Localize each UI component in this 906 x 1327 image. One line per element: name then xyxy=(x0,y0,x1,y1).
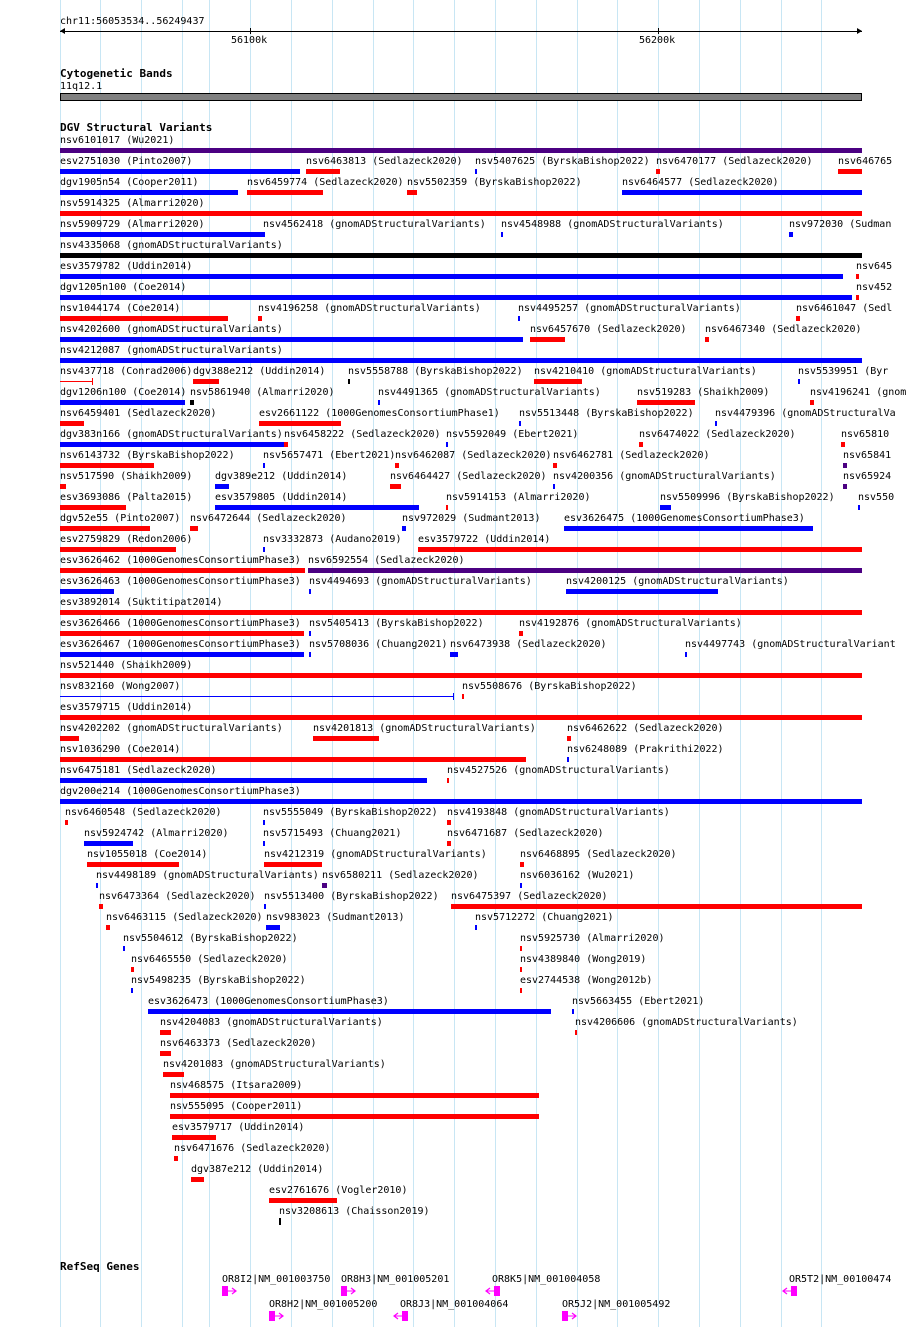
variant-bar[interactable] xyxy=(160,1030,171,1035)
variant-bar[interactable] xyxy=(263,547,265,552)
variant-label[interactable]: nsv4497743 (gnomADStructuralVariant xyxy=(685,639,896,650)
variant-bar[interactable] xyxy=(656,169,660,174)
variant-bar[interactable] xyxy=(810,400,814,405)
variant-bar[interactable] xyxy=(447,820,451,825)
gene-label[interactable]: OR8H3|NM_001005201 xyxy=(341,1274,450,1285)
variant-bar[interactable] xyxy=(60,337,523,342)
variant-bar[interactable] xyxy=(447,841,451,846)
variant-label[interactable]: nsv5513400 (ByrskaBishop2022) xyxy=(264,891,439,902)
variant-bar[interactable] xyxy=(520,883,522,888)
variant-bar[interactable] xyxy=(60,463,154,468)
variant-label[interactable]: dgv389e212 (Uddin2014) xyxy=(215,471,348,482)
variant-label[interactable]: dgv1206n100 (Coe2014) xyxy=(60,387,187,398)
variant-label[interactable]: nsv6463813 (Sedlazeck2020) xyxy=(306,156,463,167)
variant-label[interactable]: nsv645 xyxy=(856,261,893,272)
variant-bar[interactable] xyxy=(60,169,300,174)
variant-label[interactable]: nsv5502359 (ByrskaBishop2022) xyxy=(407,177,582,188)
variant-label[interactable]: esv3579715 (Uddin2014) xyxy=(60,702,193,713)
variant-bar[interactable] xyxy=(553,463,557,468)
variant-label[interactable]: nsv6467340 (Sedlazeck2020) xyxy=(705,324,862,335)
variant-label[interactable]: nsv550 xyxy=(858,492,895,503)
variant-label[interactable]: nsv5405413 (ByrskaBishop2022) xyxy=(309,618,484,629)
variant-label[interactable]: esv2751030 (Pinto2007) xyxy=(60,156,193,167)
gene-label[interactable]: OR8I2|NM_001003750 xyxy=(222,1274,331,1285)
variant-bar[interactable] xyxy=(247,190,323,195)
variant-label[interactable]: nsv468575 (Itsara2009) xyxy=(170,1080,303,1091)
variant-label[interactable]: nsv6458222 (Sedlazeck2020) xyxy=(284,429,441,440)
variant-bar[interactable] xyxy=(106,925,110,930)
variant-bar[interactable] xyxy=(553,484,555,489)
variant-bar[interactable] xyxy=(519,631,523,636)
variant-label[interactable]: nsv4204083 (gnomADStructuralVariants) xyxy=(160,1017,383,1028)
variant-label[interactable]: nsv5498235 (ByrskaBishop2022) xyxy=(131,975,306,986)
variant-label[interactable]: nsv4200356 (gnomADStructuralVariants) xyxy=(553,471,776,482)
variant-bar[interactable] xyxy=(520,988,522,993)
variant-label[interactable]: esv3579717 (Uddin2014) xyxy=(172,1122,305,1133)
variant-label[interactable]: nsv555095 (Cooper2011) xyxy=(170,1101,303,1112)
variant-bar[interactable] xyxy=(530,337,565,342)
gene-label[interactable]: OR8H2|NM_001005200 xyxy=(269,1299,378,1310)
variant-label[interactable]: nsv5909729 (Almarri2020) xyxy=(60,219,205,230)
variant-label[interactable]: nsv6472644 (Sedlazeck2020) xyxy=(190,513,347,524)
variant-bar[interactable] xyxy=(447,778,449,783)
variant-bar[interactable] xyxy=(462,694,464,699)
variant-label[interactable]: nsv6459401 (Sedlazeck2020) xyxy=(60,408,217,419)
gene-forward-arrow-icon[interactable] xyxy=(562,1311,578,1321)
variant-label[interactable]: nsv517590 (Shaikh2009) xyxy=(60,471,193,482)
variant-bar[interactable] xyxy=(84,841,133,846)
variant-bar[interactable] xyxy=(131,988,133,993)
variant-label[interactable]: nsv4527526 (gnomADStructuralVariants) xyxy=(447,765,670,776)
variant-bar[interactable] xyxy=(348,379,350,384)
variant-bar[interactable] xyxy=(639,442,643,447)
variant-label[interactable]: dgv200e214 (1000GenomesConsortiumPhase3) xyxy=(60,786,301,797)
variant-bar[interactable] xyxy=(215,505,419,510)
variant-label[interactable]: nsv5715493 (Chuang2021) xyxy=(263,828,402,839)
variant-label[interactable]: nsv65810 xyxy=(841,429,890,440)
ruler-left-arrow-icon[interactable] xyxy=(60,28,65,34)
variant-label[interactable]: nsv6475181 (Sedlazeck2020) xyxy=(60,765,217,776)
ruler-tick xyxy=(250,28,251,34)
variant-label[interactable]: dgv383n166 (gnomADStructuralVariants) xyxy=(60,429,283,440)
variant-label[interactable]: nsv4494693 (gnomADStructuralVariants) xyxy=(309,576,532,587)
variant-label[interactable]: nsv6248089 (Prakrithi2022) xyxy=(567,744,724,755)
variant-bar[interactable] xyxy=(266,925,280,930)
variant-label[interactable]: nsv437718 (Conrad2006) xyxy=(60,366,193,377)
variant-bar[interactable] xyxy=(60,381,92,382)
variant-bar[interactable] xyxy=(60,505,126,510)
variant-label[interactable]: nsv1036290 (Coe2014) xyxy=(60,744,181,755)
variant-label[interactable]: esv2661122 (1000GenomesConsortiumPhase1) xyxy=(259,408,500,419)
variant-label[interactable]: nsv3208613 (Chaisson2019) xyxy=(279,1206,430,1217)
variant-bar[interactable] xyxy=(190,526,198,531)
variant-label[interactable]: nsv6464577 (Sedlazeck2020) xyxy=(622,177,779,188)
variant-bar[interactable] xyxy=(308,568,862,573)
variant-bar[interactable] xyxy=(309,589,311,594)
variant-bar[interactable] xyxy=(519,421,521,426)
cytobands-track-title[interactable]: Cytogenetic Bands xyxy=(60,67,173,80)
variant-label[interactable]: nsv646765 xyxy=(838,156,893,167)
variant-label[interactable]: nsv6101017 (Wu2021) xyxy=(60,135,175,146)
variant-bar[interactable] xyxy=(858,505,860,510)
variant-label[interactable]: dgv388e212 (Uddin2014) xyxy=(193,366,326,377)
variant-bar[interactable] xyxy=(446,442,448,447)
variant-label[interactable]: dgv52e55 (Pinto2007) xyxy=(60,513,181,524)
variant-bar[interactable] xyxy=(87,862,179,867)
variant-label[interactable]: nsv4495257 (gnomADStructuralVariants) xyxy=(518,303,741,314)
variant-label[interactable]: nsv4196241 (gnom xyxy=(810,387,906,398)
variant-bar[interactable] xyxy=(215,484,229,489)
variant-bar[interactable] xyxy=(390,484,401,489)
variant-label[interactable]: nsv6475397 (Sedlazeck2020) xyxy=(451,891,608,902)
variant-label[interactable]: nsv4202202 (gnomADStructuralVariants) xyxy=(60,723,283,734)
variant-bar[interactable] xyxy=(193,379,219,384)
variant-label[interactable]: nsv5407625 (ByrskaBishop2022) xyxy=(475,156,650,167)
variant-bar[interactable] xyxy=(856,274,859,279)
variant-bar[interactable] xyxy=(60,652,304,657)
variant-bar[interactable] xyxy=(60,547,176,552)
variant-bar[interactable] xyxy=(796,316,800,321)
variant-bar[interactable] xyxy=(131,967,134,972)
variant-bar[interactable] xyxy=(572,1009,574,1014)
variant-bar[interactable] xyxy=(264,904,266,909)
variant-label[interactable]: esv2761676 (Vogler2010) xyxy=(269,1185,408,1196)
variant-bar[interactable] xyxy=(60,358,862,363)
refseq-track-title[interactable]: RefSeq Genes xyxy=(60,1260,140,1273)
variant-bar[interactable] xyxy=(163,1072,184,1077)
variant-bar[interactable] xyxy=(843,463,847,468)
variant-bar[interactable] xyxy=(518,316,520,321)
variant-bar[interactable] xyxy=(309,652,311,657)
variant-label[interactable]: nsv6143732 (ByrskaBishop2022) xyxy=(60,450,235,461)
variant-label[interactable]: nsv5924742 (Almarri2020) xyxy=(84,828,229,839)
variant-bar[interactable] xyxy=(60,442,284,447)
gene-label[interactable]: OR8K5|NM_001004058 xyxy=(492,1274,601,1285)
variant-bar-end xyxy=(453,693,454,700)
variant-label[interactable]: nsv6460548 (Sedlazeck2020) xyxy=(65,807,222,818)
variant-bar[interactable] xyxy=(715,421,717,426)
variant-bar-end xyxy=(92,378,93,385)
variant-bar[interactable] xyxy=(148,1009,551,1014)
variant-label[interactable]: nsv6457670 (Sedlazeck2020) xyxy=(530,324,687,335)
variant-bar[interactable] xyxy=(838,169,862,174)
variant-bar[interactable] xyxy=(534,379,582,384)
variant-bar[interactable] xyxy=(264,862,322,867)
variant-label[interactable]: dgv1205n100 (Coe2014) xyxy=(60,282,187,293)
variant-label[interactable]: nsv4201813 (gnomADStructuralVariants) xyxy=(313,723,536,734)
variant-bar[interactable] xyxy=(60,799,862,804)
variant-bar[interactable] xyxy=(263,841,265,846)
variant-bar[interactable] xyxy=(395,463,399,468)
variant-label[interactable]: nsv4335068 (gnomADStructuralVariants) xyxy=(60,240,283,251)
variant-label[interactable]: nsv4212319 (gnomADStructuralVariants) xyxy=(264,849,487,860)
variant-bar[interactable] xyxy=(60,715,862,720)
variant-label[interactable]: nsv6473364 (Sedlazeck2020) xyxy=(99,891,256,902)
variant-bar[interactable] xyxy=(60,757,526,762)
variant-label[interactable]: nsv6580211 (Sedlazeck2020) xyxy=(322,870,479,881)
ruler-tick-label: 56100k xyxy=(231,35,268,46)
variant-bar[interactable] xyxy=(566,589,718,594)
variant-label[interactable]: nsv6463115 (Sedlazeck2020) xyxy=(106,912,263,923)
variant-label[interactable]: nsv5712272 (Chuang2021) xyxy=(475,912,614,923)
variant-bar[interactable] xyxy=(60,778,427,783)
variant-bar[interactable] xyxy=(60,232,264,237)
variant-label[interactable]: nsv5708036 (Chuang2021) xyxy=(309,639,448,650)
variant-label[interactable]: nsv5508676 (ByrskaBishop2022) xyxy=(462,681,637,692)
cytoband-bar[interactable] xyxy=(60,93,862,101)
variant-label[interactable]: nsv5555049 (ByrskaBishop2022) xyxy=(263,807,438,818)
variant-label[interactable]: nsv5539951 (Byr xyxy=(798,366,889,377)
variant-bar[interactable] xyxy=(501,232,503,237)
variant-label[interactable]: nsv5513448 (ByrskaBishop2022) xyxy=(519,408,694,419)
variant-label[interactable]: nsv4212087 (gnomADStructuralVariants) xyxy=(60,345,283,356)
variant-bar[interactable] xyxy=(475,169,477,174)
variant-bar[interactable] xyxy=(60,568,305,573)
variant-label[interactable]: nsv4389840 (Wong2019) xyxy=(520,954,647,965)
variant-bar[interactable] xyxy=(322,883,327,888)
variant-label[interactable]: nsv5925730 (Almarri2020) xyxy=(520,933,665,944)
gene-label[interactable]: OR5T2|NM_00100474 xyxy=(789,1274,892,1285)
variant-label[interactable]: esv3626466 (1000GenomesConsortiumPhase3) xyxy=(60,618,301,629)
variant-label[interactable]: nsv6036162 (Wu2021) xyxy=(520,870,635,881)
variant-label[interactable]: nsv4193848 (gnomADStructuralVariants) xyxy=(447,807,670,818)
ruler-right-arrow-icon[interactable] xyxy=(857,28,862,34)
variant-bar[interactable] xyxy=(170,1114,539,1119)
variant-bar[interactable] xyxy=(279,1218,281,1225)
variant-label[interactable]: nsv4210410 (gnomADStructuralVariants) xyxy=(534,366,757,377)
variant-bar[interactable] xyxy=(60,253,862,258)
variant-bar[interactable] xyxy=(258,316,262,321)
variant-label[interactable]: nsv4196258 (gnomADStructuralVariants) xyxy=(258,303,481,314)
variant-label[interactable]: nsv6464427 (Sedlazeck2020) xyxy=(390,471,547,482)
variant-bar[interactable] xyxy=(309,631,311,636)
variant-bar[interactable] xyxy=(60,274,843,279)
variant-label[interactable]: nsv4192876 (gnomADStructuralVariants) xyxy=(519,618,742,629)
ruler-line xyxy=(60,31,862,32)
variant-bar[interactable] xyxy=(60,295,852,300)
variant-label[interactable]: esv3579782 (Uddin2014) xyxy=(60,261,193,272)
variant-bar[interactable] xyxy=(451,904,862,909)
gene-label[interactable]: OR8J3|NM_001004064 xyxy=(400,1299,509,1310)
variant-label[interactable]: nsv6461047 (Sedl xyxy=(796,303,893,314)
variant-label[interactable]: nsv4498189 (gnomADStructuralVariants) xyxy=(96,870,319,881)
variant-bar[interactable] xyxy=(575,1030,577,1035)
variant-label[interactable]: nsv4202600 (gnomADStructuralVariants) xyxy=(60,324,283,335)
variant-label[interactable]: nsv1055018 (Coe2014) xyxy=(87,849,208,860)
variant-label[interactable]: nsv6462781 (Sedlazeck2020) xyxy=(553,450,710,461)
variant-bar[interactable] xyxy=(520,862,524,867)
gene-label[interactable]: OR5J2|NM_001005492 xyxy=(562,1299,671,1310)
variant-label[interactable]: esv3579722 (Uddin2014) xyxy=(418,534,551,545)
variant-bar[interactable] xyxy=(60,589,114,594)
variant-label[interactable]: nsv5657471 (Ebert2021) xyxy=(263,450,396,461)
variant-bar[interactable] xyxy=(637,400,695,405)
variant-label[interactable]: dgv1905n54 (Cooper2011) xyxy=(60,177,199,188)
variant-label[interactable]: nsv6471687 (Sedlazeck2020) xyxy=(447,828,604,839)
variant-bar[interactable] xyxy=(60,400,185,405)
variant-bar[interactable] xyxy=(520,967,522,972)
variant-bar[interactable] xyxy=(269,1198,337,1203)
variant-bar[interactable] xyxy=(60,526,150,531)
variant-bar[interactable] xyxy=(450,652,458,657)
variant-label[interactable]: nsv5663455 (Ebert2021) xyxy=(572,996,705,1007)
variant-label[interactable]: nsv519283 (Shaikh2009) xyxy=(637,387,770,398)
variant-bar[interactable] xyxy=(660,505,671,510)
variant-label[interactable]: nsv4562418 (gnomADStructuralVariants) xyxy=(263,219,486,230)
variant-label[interactable]: nsv6474022 (Sedlazeck2020) xyxy=(639,429,796,440)
variant-bar[interactable] xyxy=(60,610,862,615)
variant-bar[interactable] xyxy=(378,400,380,405)
gene-forward-arrow-icon[interactable] xyxy=(269,1311,285,1321)
variant-label[interactable]: esv3626467 (1000GenomesConsortiumPhase3) xyxy=(60,639,301,650)
variant-bar[interactable] xyxy=(418,547,862,552)
variant-label[interactable]: nsv5558788 (ByrskaBishop2022) xyxy=(348,366,523,377)
variant-label[interactable]: esv3626475 (1000GenomesConsortiumPhase3) xyxy=(564,513,805,524)
variant-bar[interactable] xyxy=(567,757,569,762)
variant-label[interactable]: nsv6459774 (Sedlazeck2020) xyxy=(247,177,404,188)
variant-label[interactable]: nsv5914153 (Almarri2020) xyxy=(446,492,591,503)
variant-label[interactable]: nsv452 xyxy=(856,282,893,293)
variant-label[interactable]: nsv6592554 (Sedlazeck2020) xyxy=(308,555,465,566)
variant-bar[interactable] xyxy=(60,631,304,636)
variant-label[interactable]: nsv6471676 (Sedlazeck2020) xyxy=(174,1143,331,1154)
variant-bar[interactable] xyxy=(564,526,813,531)
variant-label[interactable]: nsv1044174 (Coe2014) xyxy=(60,303,181,314)
variant-label[interactable]: esv3579805 (Uddin2014) xyxy=(215,492,348,503)
variant-label[interactable]: nsv6473938 (Sedlazeck2020) xyxy=(450,639,607,650)
variant-label[interactable]: nsv983023 (Sudmant2013) xyxy=(266,912,405,923)
variant-label[interactable]: nsv4491365 (gnomADStructuralVariants) xyxy=(378,387,601,398)
variant-label[interactable]: nsv65841 xyxy=(843,450,892,461)
variant-bar[interactable] xyxy=(60,673,862,678)
variant-bar[interactable] xyxy=(60,148,862,153)
variant-label[interactable]: esv2759829 (Redon2006) xyxy=(60,534,193,545)
ruler-tick xyxy=(658,28,659,34)
variant-bar[interactable] xyxy=(446,505,448,510)
variant-label[interactable]: nsv4548988 (gnomADStructuralVariants) xyxy=(501,219,724,230)
gene-forward-arrow-icon[interactable] xyxy=(341,1286,357,1296)
variant-bar[interactable] xyxy=(190,400,194,405)
variant-label[interactable]: nsv65924 xyxy=(843,471,892,482)
variant-bar[interactable] xyxy=(856,295,859,300)
dgv-track-title[interactable]: DGV Structural Variants xyxy=(60,121,213,134)
variant-bar[interactable] xyxy=(798,379,800,384)
variant-bar[interactable] xyxy=(263,820,265,825)
variant-label[interactable]: nsv5592049 (Ebert2021) xyxy=(446,429,579,440)
variant-bar[interactable] xyxy=(96,883,98,888)
variant-bar[interactable] xyxy=(60,736,79,741)
variant-bar[interactable] xyxy=(60,696,453,697)
variant-label[interactable]: esv3693086 (Palta2015) xyxy=(60,492,193,503)
variant-bar[interactable] xyxy=(60,190,238,195)
variant-bar[interactable] xyxy=(313,736,379,741)
variant-label[interactable]: nsv4479396 (gnomADStructuralVa xyxy=(715,408,896,419)
variant-bar[interactable] xyxy=(789,232,793,237)
variant-bar[interactable] xyxy=(475,925,477,930)
cytoband-label: 11q12.1 xyxy=(60,81,103,92)
variant-label[interactable]: nsv6462087 (Sedlazeck2020) xyxy=(395,450,552,461)
variant-label[interactable]: nsv6468895 (Sedlazeck2020) xyxy=(520,849,677,860)
variant-label[interactable]: nsv4200125 (gnomADStructuralVariants) xyxy=(566,576,789,587)
gene-forward-arrow-icon[interactable] xyxy=(222,1286,238,1296)
variant-label[interactable]: nsv6462622 (Sedlazeck2020) xyxy=(567,723,724,734)
variant-label[interactable]: nsv5861940 (Almarri2020) xyxy=(190,387,335,398)
gene-reverse-arrow-icon[interactable] xyxy=(393,1311,409,1321)
variant-bar[interactable] xyxy=(705,337,709,342)
variant-label[interactable]: nsv3332873 (Audano2019) xyxy=(263,534,402,545)
variant-bar[interactable] xyxy=(284,442,288,447)
variant-bar[interactable] xyxy=(99,904,103,909)
variant-label[interactable]: nsv972029 (Sudmant2013) xyxy=(402,513,541,524)
ruler-tick-label: 56200k xyxy=(639,35,676,46)
variant-bar[interactable] xyxy=(622,190,862,195)
variant-label[interactable]: nsv832160 (Wong2007) xyxy=(60,681,181,692)
variant-bar[interactable] xyxy=(60,316,228,321)
variant-label[interactable]: nsv521440 (Shaikh2009) xyxy=(60,660,193,671)
variant-bar[interactable] xyxy=(172,1135,216,1140)
variant-bar[interactable] xyxy=(263,232,265,237)
ruler-range: chr11:56053534..56249437 xyxy=(60,16,205,27)
variant-label[interactable]: nsv5504612 (ByrskaBishop2022) xyxy=(123,933,298,944)
variant-label[interactable]: dgv387e212 (Uddin2014) xyxy=(191,1164,324,1175)
variant-label[interactable]: nsv5914325 (Almarri2020) xyxy=(60,198,205,209)
variant-bar[interactable] xyxy=(306,169,340,174)
variant-bar[interactable] xyxy=(60,211,862,216)
variant-bar[interactable] xyxy=(520,946,522,951)
variant-label[interactable]: nsv972030 (Sudman xyxy=(789,219,892,230)
variant-bar[interactable] xyxy=(843,484,847,489)
variant-label[interactable]: nsv4206606 (gnomADStructuralVariants) xyxy=(575,1017,798,1028)
variant-label[interactable]: nsv6465550 (Sedlazeck2020) xyxy=(131,954,288,965)
variant-bar[interactable] xyxy=(191,1177,204,1182)
variant-label[interactable]: esv3626462 (1000GenomesConsortiumPhase3) xyxy=(60,555,301,566)
variant-label[interactable]: esv3892014 (Suktitipat2014) xyxy=(60,597,223,608)
variant-bar[interactable] xyxy=(263,463,265,468)
variant-bar[interactable] xyxy=(123,946,125,951)
variant-bar[interactable] xyxy=(567,736,571,741)
variant-bar[interactable] xyxy=(407,190,417,195)
variant-bar[interactable] xyxy=(60,421,84,426)
variant-bar[interactable] xyxy=(170,1093,539,1098)
variant-label[interactable]: nsv4201083 (gnomADStructuralVariants) xyxy=(163,1059,386,1070)
variant-label[interactable]: esv2744538 (Wong2012b) xyxy=(520,975,653,986)
variant-bar[interactable] xyxy=(685,652,687,657)
variant-bar[interactable] xyxy=(841,442,845,447)
variant-bar[interactable] xyxy=(259,421,341,426)
variant-label[interactable]: nsv6470177 (Sedlazeck2020) xyxy=(656,156,813,167)
variant-bar[interactable] xyxy=(160,1051,171,1056)
variant-bar[interactable] xyxy=(60,484,66,489)
gene-reverse-arrow-icon[interactable] xyxy=(782,1286,798,1296)
variant-label[interactable]: esv3626473 (1000GenomesConsortiumPhase3) xyxy=(148,996,389,1007)
variant-bar[interactable] xyxy=(402,526,406,531)
variant-label[interactable]: esv3626463 (1000GenomesConsortiumPhase3) xyxy=(60,576,301,587)
variant-bar[interactable] xyxy=(65,820,68,825)
variant-label[interactable]: nsv5509996 (ByrskaBishop2022) xyxy=(660,492,835,503)
variant-label[interactable]: nsv6463373 (Sedlazeck2020) xyxy=(160,1038,317,1049)
variant-bar[interactable] xyxy=(174,1156,178,1161)
gene-reverse-arrow-icon[interactable] xyxy=(485,1286,501,1296)
